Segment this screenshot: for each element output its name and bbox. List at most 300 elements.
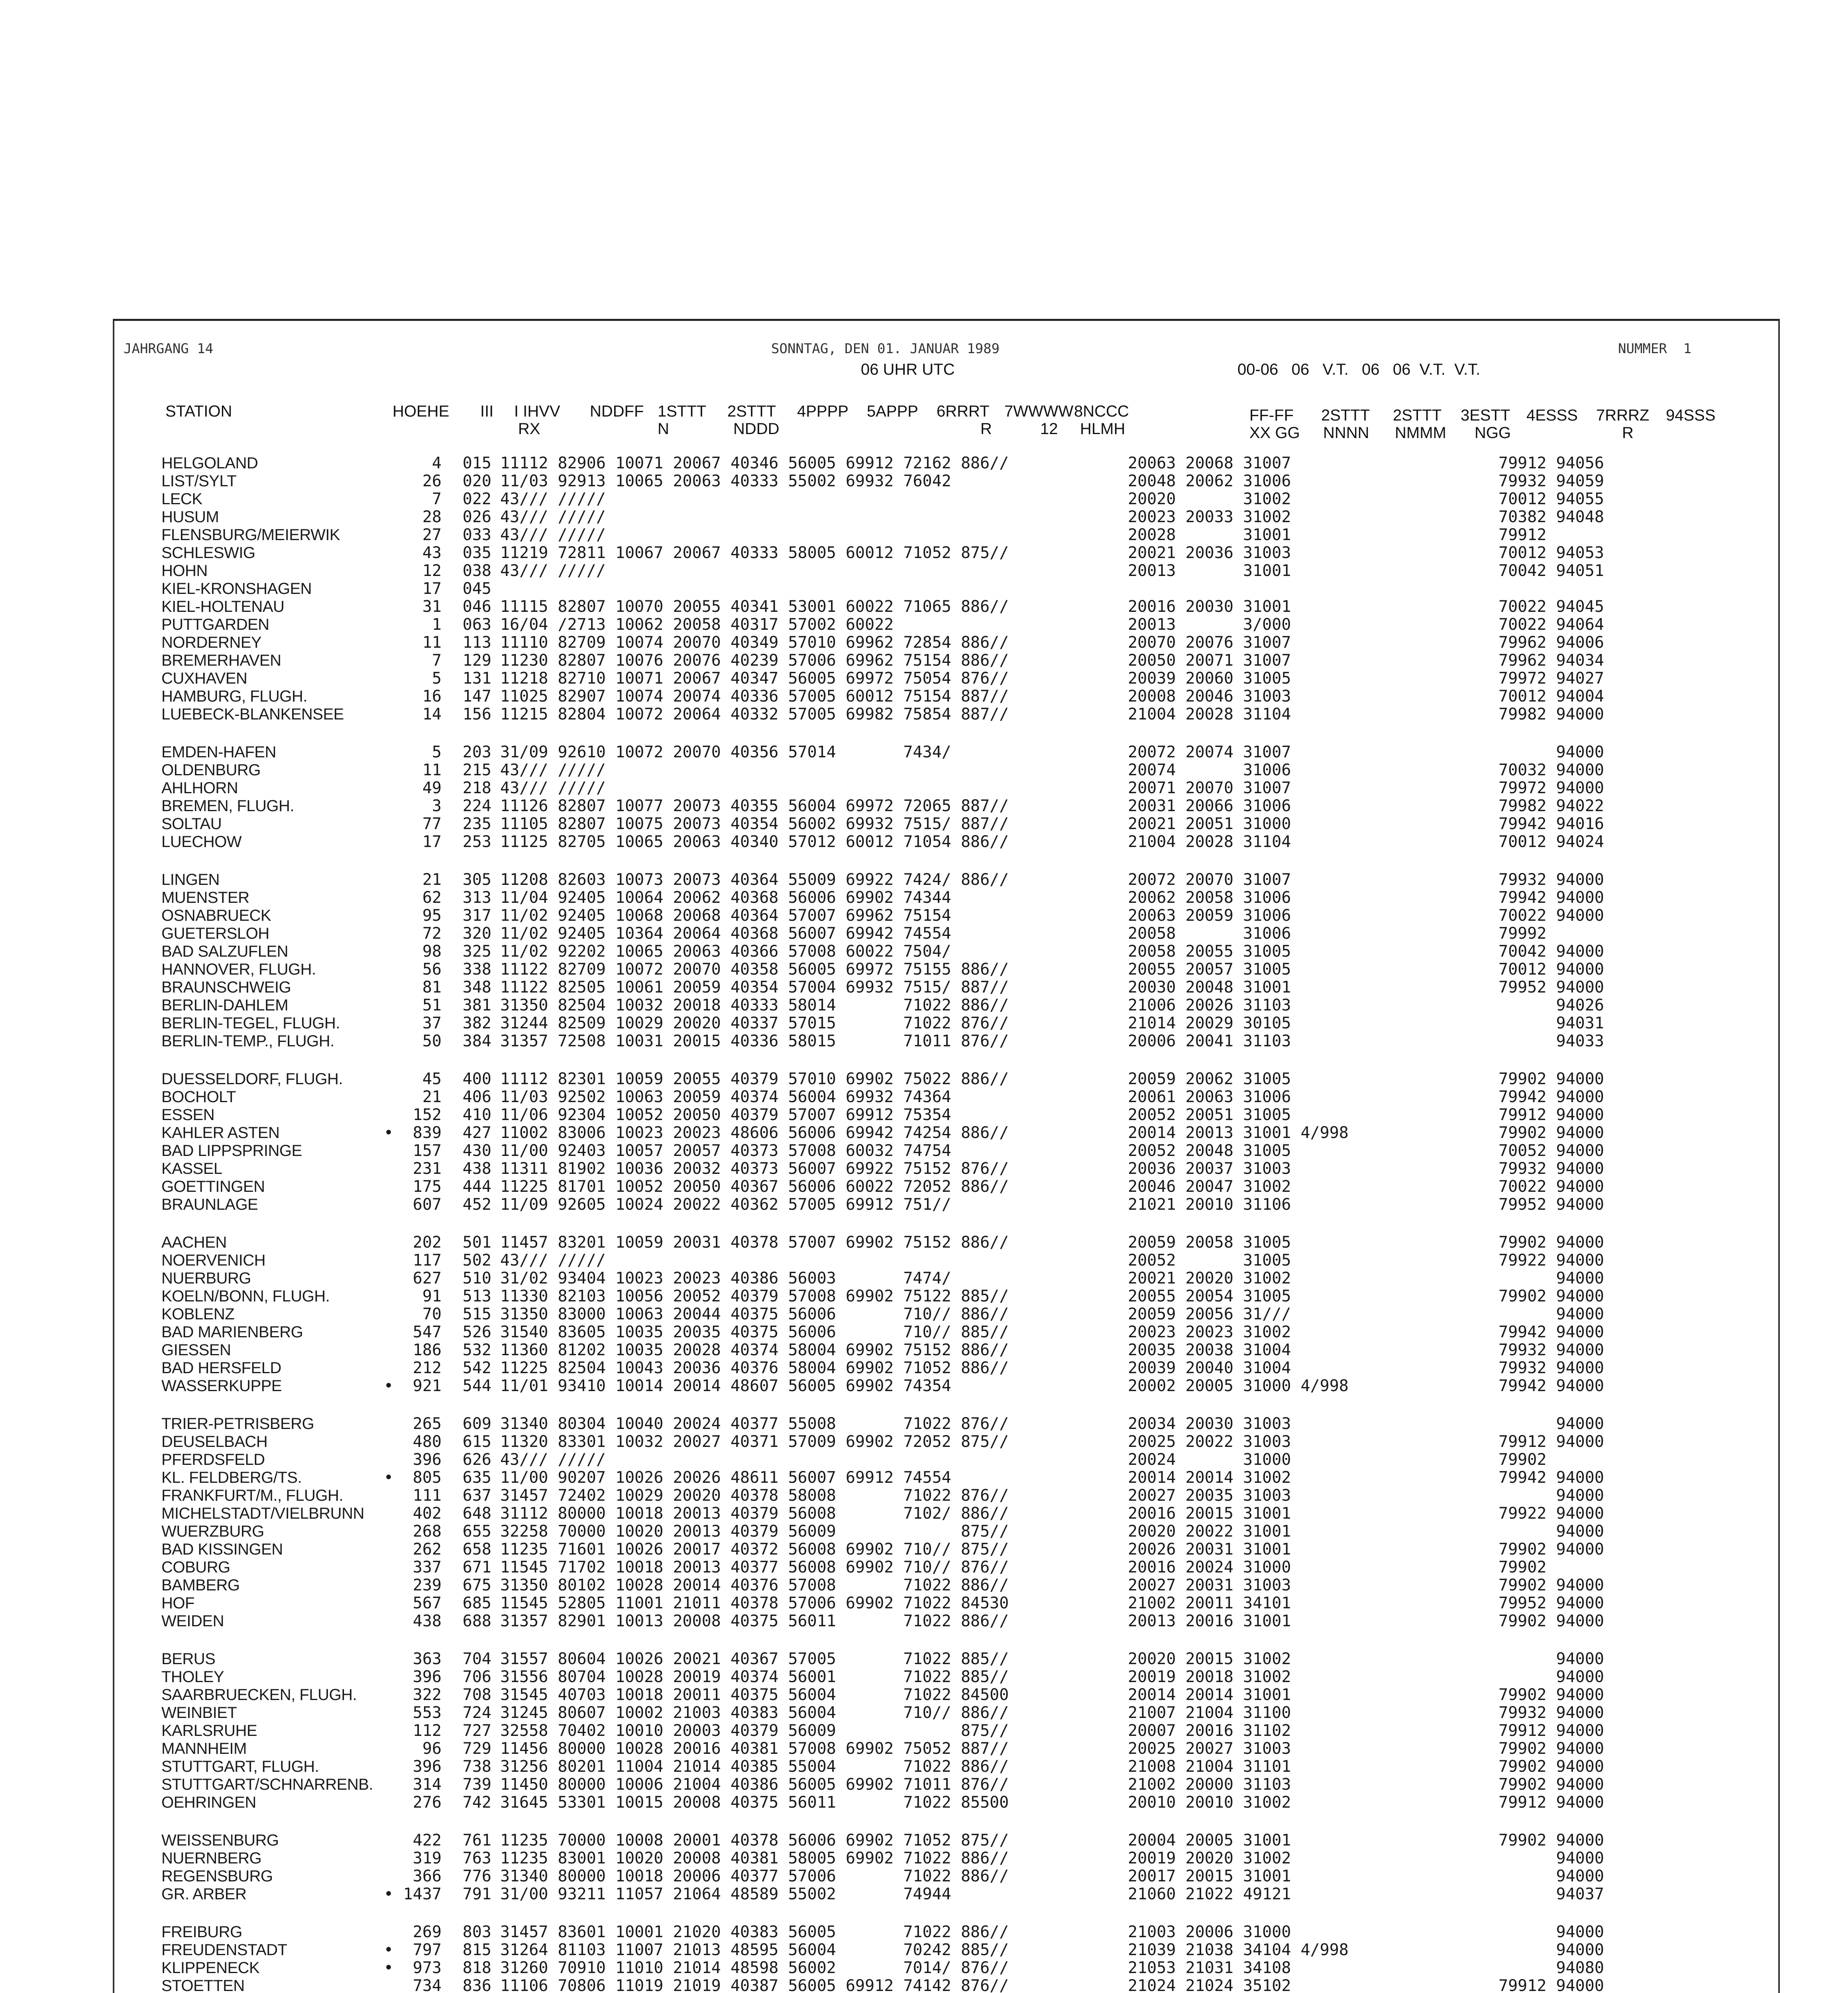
section3-groups: 20017 20015 31001 bbox=[1128, 1867, 1291, 1885]
iii-value: 320 bbox=[462, 925, 491, 943]
station-name: BERLIN-DAHLEM bbox=[161, 996, 289, 1014]
mountain-marker bbox=[377, 1142, 401, 1160]
hoehe-value: 627 bbox=[412, 1270, 442, 1287]
section3-groups: 20024 31000 bbox=[1128, 1451, 1291, 1469]
synop-groups: 43/// ///// bbox=[500, 526, 606, 544]
mountain-marker bbox=[377, 1287, 401, 1305]
section3-groups: 20023 20033 31002 bbox=[1128, 508, 1291, 526]
right-groups: 79952 94000 bbox=[1498, 1196, 1604, 1214]
right-groups: 70012 94004 bbox=[1498, 688, 1604, 706]
issue-number: NUMMER 1 bbox=[1618, 341, 1692, 357]
iii-value: 400 bbox=[462, 1070, 491, 1088]
right-groups: 79902 94000 bbox=[1498, 1740, 1604, 1758]
col-1sttt-sub: N bbox=[658, 420, 669, 438]
iii-value: 532 bbox=[462, 1341, 491, 1359]
right-groups: 94031 bbox=[1498, 1014, 1604, 1032]
station-name: MUENSTER bbox=[161, 889, 249, 906]
group-spacer-cell bbox=[161, 1630, 1775, 1650]
iii-value: 727 bbox=[462, 1722, 491, 1740]
iii-value: 724 bbox=[462, 1704, 491, 1722]
right-groups: 79972 94027 bbox=[1498, 670, 1604, 688]
table-row bbox=[161, 1941, 1775, 1959]
table-row bbox=[161, 1142, 1775, 1160]
col-5appp: 5APPP bbox=[867, 403, 918, 420]
iii-value: 738 bbox=[462, 1758, 491, 1776]
section3-groups: 20050 20071 31007 bbox=[1128, 652, 1291, 670]
mountain-marker bbox=[377, 544, 401, 562]
synop-groups: 31/02 93404 10023 20023 40386 56003 7474/ bbox=[500, 1270, 951, 1287]
synop-groups: 11105 82807 10075 20073 40354 56002 69932 7515/ 887// bbox=[500, 815, 1009, 833]
section3-groups: 20072 20074 31007 bbox=[1128, 743, 1291, 761]
synop-groups: 11450 80000 10006 21004 40386 56005 69902 71011 876// bbox=[500, 1776, 1009, 1794]
hoehe-value: 269 bbox=[412, 1923, 442, 1941]
synop-groups: 11025 82907 10074 20074 40336 57005 60012 75154 887// bbox=[500, 688, 1009, 706]
table-row bbox=[161, 1032, 1775, 1050]
right-groups: 70032 94000 bbox=[1498, 761, 1604, 779]
station-name: GOETTINGEN bbox=[161, 1178, 265, 1195]
mountain-marker bbox=[377, 996, 401, 1014]
iii-value: 444 bbox=[462, 1178, 491, 1196]
station-name: SCHLESWIG bbox=[161, 544, 255, 562]
mountain-marker bbox=[377, 562, 401, 580]
station-name: STOETTEN bbox=[161, 1977, 245, 1993]
iii-value: 729 bbox=[462, 1740, 491, 1758]
station-name: WEINBIET bbox=[161, 1704, 237, 1722]
right-groups: 79902 94000 bbox=[1498, 1234, 1604, 1252]
mountain-marker bbox=[377, 1576, 401, 1594]
station-name: PUTTGARDEN bbox=[161, 616, 269, 633]
group-spacer-cell bbox=[161, 1812, 1775, 1832]
station-name: SOLTAU bbox=[161, 815, 222, 833]
station-name: BAD KISSINGEN bbox=[161, 1541, 283, 1558]
right-groups: 94000 bbox=[1498, 1941, 1604, 1959]
table-row bbox=[161, 1160, 1775, 1178]
iii-value: 648 bbox=[462, 1505, 491, 1523]
hoehe-value: 26 bbox=[422, 472, 442, 490]
iii-value: 427 bbox=[462, 1124, 491, 1142]
mountain-marker bbox=[377, 1668, 401, 1686]
station-name: HUSUM bbox=[161, 508, 219, 526]
right-groups: 79942 94000 bbox=[1498, 1469, 1604, 1487]
iii-value: 325 bbox=[462, 943, 491, 961]
right-groups: 79972 94000 bbox=[1498, 779, 1604, 797]
table-row bbox=[161, 1776, 1775, 1794]
mountain-marker bbox=[377, 1612, 401, 1630]
iii-value: 671 bbox=[462, 1559, 491, 1576]
iii-value: 317 bbox=[462, 907, 491, 925]
station-name: LECK bbox=[161, 490, 202, 508]
hoehe-value: 11 bbox=[422, 761, 442, 779]
station-name: LUECHOW bbox=[161, 833, 242, 851]
table-row bbox=[161, 1196, 1775, 1214]
station-name: PFERDSFELD bbox=[161, 1451, 265, 1468]
station-name: BAMBERG bbox=[161, 1576, 240, 1594]
mountain-marker bbox=[377, 1451, 401, 1469]
iii-value: 776 bbox=[462, 1867, 491, 1885]
hoehe-value: 553 bbox=[412, 1704, 442, 1722]
right-groups: 79932 94000 bbox=[1498, 1359, 1604, 1377]
hoehe-value: 973 bbox=[412, 1959, 442, 1977]
station-name: OSNABRUECK bbox=[161, 907, 271, 924]
right-groups: 70022 94000 bbox=[1498, 907, 1604, 925]
station-name: FRANKFURT/M., FLUGH. bbox=[161, 1487, 343, 1504]
hoehe-value: 202 bbox=[412, 1234, 442, 1252]
iii-value: 542 bbox=[462, 1359, 491, 1377]
station-name: STUTTGART/SCHNARRENB. bbox=[161, 1776, 373, 1793]
right-groups: 79902 94000 bbox=[1498, 1612, 1604, 1630]
table-row bbox=[161, 779, 1775, 797]
right-groups: 79902 94000 bbox=[1498, 1576, 1604, 1594]
section3-groups: 20059 20058 31005 bbox=[1128, 1234, 1291, 1252]
synop-groups: 43/// ///// bbox=[500, 508, 606, 526]
synop-groups: 11110 82709 10074 20070 40349 57010 69962 72854 886// bbox=[500, 634, 1009, 652]
table-row bbox=[161, 1612, 1775, 1630]
table-row bbox=[161, 1650, 1775, 1668]
iii-value: 033 bbox=[462, 526, 491, 544]
iii-value: 253 bbox=[462, 833, 491, 851]
mountain-marker bbox=[377, 1270, 401, 1287]
station-name: KAHLER ASTEN bbox=[161, 1124, 280, 1142]
right-groups: 79932 94000 bbox=[1498, 871, 1604, 889]
right-groups: 79912 94000 bbox=[1498, 1722, 1604, 1740]
station-name: FLENSBURG/MEIERWIK bbox=[161, 526, 340, 544]
hoehe-value: 567 bbox=[412, 1594, 442, 1612]
section3-groups: 21014 20029 30105 bbox=[1128, 1014, 1291, 1032]
hoehe-value: 12 bbox=[422, 562, 442, 580]
table-row bbox=[161, 1704, 1775, 1722]
table-row bbox=[161, 1541, 1775, 1559]
station-name: FREIBURG bbox=[161, 1923, 242, 1941]
iii-value: 609 bbox=[462, 1415, 491, 1433]
table-row bbox=[161, 652, 1775, 670]
col-8nccc: 8NCCC bbox=[1074, 403, 1129, 420]
hoehe-value: 11 bbox=[422, 634, 442, 652]
right-groups: 70052 94000 bbox=[1498, 1142, 1604, 1160]
synop-groups: 31645 53301 10015 20008 40375 56011 71022 85500 bbox=[500, 1794, 1009, 1812]
table-row bbox=[161, 1359, 1775, 1377]
mountain-marker bbox=[377, 743, 401, 761]
synop-groups: 11/00 92403 10057 20057 40373 57008 60032 74754 bbox=[500, 1142, 951, 1160]
iii-value: 761 bbox=[462, 1832, 491, 1850]
section3-groups: 21008 21004 31101 bbox=[1128, 1758, 1291, 1776]
hoehe-value: 402 bbox=[412, 1505, 442, 1523]
section3-groups: 20034 20030 31003 bbox=[1128, 1415, 1291, 1433]
hoehe-value: 322 bbox=[412, 1686, 442, 1704]
synop-groups: 31112 80000 10018 20013 40379 56008 7102/ 886// bbox=[500, 1505, 1009, 1523]
section3-groups: 21053 21031 34108 bbox=[1128, 1959, 1291, 1977]
iii-value: 218 bbox=[462, 779, 491, 797]
section3-groups: 20048 20062 31006 bbox=[1128, 472, 1291, 490]
iii-value: 430 bbox=[462, 1142, 491, 1160]
station-name: BAD MARIENBERG bbox=[161, 1323, 303, 1341]
mountain-marker bbox=[377, 1014, 401, 1032]
right-groups: 79902 94000 bbox=[1498, 1070, 1604, 1088]
iii-value: 215 bbox=[462, 761, 491, 779]
table-row bbox=[161, 1341, 1775, 1359]
table-row bbox=[161, 1594, 1775, 1612]
table-row bbox=[161, 562, 1775, 580]
hoehe-value: 21 bbox=[422, 871, 442, 889]
synop-groups: 11122 82709 10072 20070 40358 56005 69972 75155 886// bbox=[500, 961, 1009, 979]
right-groups: 94080 bbox=[1498, 1959, 1604, 1977]
right-groups: 79932 94059 bbox=[1498, 472, 1604, 490]
right-groups: 70012 94055 bbox=[1498, 490, 1604, 508]
right-groups: 79902 bbox=[1498, 1559, 1547, 1576]
synop-groups: 11122 82505 10061 20059 40354 57004 69932 7515/ 887// bbox=[500, 979, 1009, 996]
time-label-right: 00-06 06 V.T. 06 06 V.T. V.T. bbox=[1237, 361, 1481, 378]
col-hoehe: HOEHE bbox=[393, 403, 450, 420]
table-row bbox=[161, 544, 1775, 562]
synop-groups: 31357 82901 10013 20008 40375 56011 71022 886// bbox=[500, 1612, 1009, 1630]
iii-value: 129 bbox=[462, 652, 491, 670]
mountain-marker bbox=[377, 1234, 401, 1252]
synop-groups: 11002 83006 10023 20023 48606 56006 69942 74254 886// bbox=[500, 1124, 1009, 1142]
mountain-marker bbox=[377, 779, 401, 797]
col-ff-sub: XX GG bbox=[1249, 424, 1300, 442]
right-groups: 94000 bbox=[1498, 1523, 1604, 1541]
table-row bbox=[161, 833, 1775, 851]
hoehe-value: 98 bbox=[422, 943, 442, 961]
table-row bbox=[161, 943, 1775, 961]
synop-groups: 11/01 93410 10014 20014 48607 56005 69902 74354 bbox=[500, 1377, 951, 1395]
hoehe-value: 212 bbox=[412, 1359, 442, 1377]
group-spacer bbox=[161, 723, 1775, 743]
iii-value: 224 bbox=[462, 797, 491, 815]
mountain-marker bbox=[377, 1088, 401, 1106]
hoehe-value: 314 bbox=[412, 1776, 442, 1794]
iii-value: 452 bbox=[462, 1196, 491, 1214]
station-name: HELGOLAND bbox=[161, 454, 258, 472]
synop-groups: 11/02 92405 10068 20068 40364 57007 69962 75154 bbox=[500, 907, 951, 925]
right-groups: 79942 94016 bbox=[1498, 815, 1604, 833]
section3-groups: 20058 20055 31005 bbox=[1128, 943, 1291, 961]
table-row bbox=[161, 1794, 1775, 1812]
hoehe-value: 438 bbox=[412, 1612, 442, 1630]
section3-groups: 20026 20031 31001 bbox=[1128, 1541, 1291, 1559]
table-row bbox=[161, 815, 1775, 833]
iii-value: 803 bbox=[462, 1923, 491, 1941]
mountain-marker bbox=[377, 1106, 401, 1124]
hoehe-value: 81 bbox=[422, 979, 442, 996]
hoehe-value: 396 bbox=[412, 1451, 442, 1469]
section3-groups: 20036 20037 31003 bbox=[1128, 1160, 1291, 1178]
section3-groups: 21004 20028 31104 bbox=[1128, 706, 1291, 723]
col-iii: III bbox=[480, 403, 494, 420]
hoehe-value: 95 bbox=[422, 907, 442, 925]
right-groups: 79902 bbox=[1498, 1451, 1547, 1469]
iii-value: 131 bbox=[462, 670, 491, 688]
right-groups: 79902 94000 bbox=[1498, 1686, 1604, 1704]
table-row bbox=[161, 1850, 1775, 1867]
col-r-2sttt-a-sub: NNNN bbox=[1323, 424, 1369, 442]
table-row bbox=[161, 508, 1775, 526]
mountain-marker bbox=[377, 1505, 401, 1523]
table-row bbox=[161, 761, 1775, 779]
synop-groups: 31245 80607 10002 21003 40383 56004 710// 886// bbox=[500, 1704, 1009, 1722]
mountain-marker: • bbox=[383, 1885, 394, 1903]
section3-groups: 20020 20022 31001 bbox=[1128, 1523, 1291, 1541]
mountain-marker bbox=[377, 1594, 401, 1612]
station-name: GR. ARBER bbox=[161, 1885, 247, 1903]
section3-groups: 20025 20027 31003 bbox=[1128, 1740, 1291, 1758]
mountain-marker bbox=[377, 634, 401, 652]
mountain-marker bbox=[377, 871, 401, 889]
synop-groups: 31244 82509 10029 20020 40337 57015 71022 876// bbox=[500, 1014, 1009, 1032]
hoehe-value: 396 bbox=[412, 1758, 442, 1776]
right-groups: 70012 94024 bbox=[1498, 833, 1604, 851]
mountain-marker bbox=[377, 526, 401, 544]
mountain-marker bbox=[377, 1160, 401, 1178]
synop-groups: 43/// ///// bbox=[500, 490, 606, 508]
mountain-marker: • bbox=[383, 1377, 394, 1395]
section3-groups: 21024 21024 35102 bbox=[1128, 1977, 1291, 1993]
right-groups: 79912 94000 bbox=[1498, 1433, 1604, 1451]
col-6rrrt: 6RRRT bbox=[937, 403, 990, 420]
station-name: HOF bbox=[161, 1594, 194, 1612]
right-groups: 94000 bbox=[1498, 1650, 1604, 1668]
right-groups: 79982 94000 bbox=[1498, 706, 1604, 723]
table-row bbox=[161, 490, 1775, 508]
table-row bbox=[161, 1469, 1775, 1487]
table-row bbox=[161, 1070, 1775, 1088]
group-spacer bbox=[161, 1903, 1775, 1923]
table-row bbox=[161, 616, 1775, 634]
synop-groups: 31545 40703 10018 20011 40375 56004 71022 84500 bbox=[500, 1686, 1009, 1704]
mountain-marker bbox=[377, 1850, 401, 1867]
station-name: KL. FELDBERG/TS. bbox=[161, 1469, 302, 1486]
right-groups: 79902 94000 bbox=[1498, 1758, 1604, 1776]
station-name: THOLEY bbox=[161, 1668, 224, 1686]
synop-groups: 11106 70806 11019 21019 40387 56005 69912 74142 876// bbox=[500, 1977, 1009, 1993]
hoehe-value: 1 bbox=[432, 616, 442, 634]
hoehe-value: 70 bbox=[422, 1305, 442, 1323]
section3-groups: 20016 20030 31001 bbox=[1128, 598, 1291, 616]
table-row bbox=[161, 1740, 1775, 1758]
table-row bbox=[161, 1178, 1775, 1196]
synop-groups: 11215 82804 10072 20064 40332 57005 69982 75854 887// bbox=[500, 706, 1009, 723]
hoehe-value: 239 bbox=[412, 1576, 442, 1594]
section3-groups: 20007 20016 31102 bbox=[1128, 1722, 1291, 1740]
mountain-marker bbox=[377, 1776, 401, 1794]
synop-groups: 31556 80704 10028 20019 40374 56001 71022 885// bbox=[500, 1668, 1009, 1686]
right-groups: 79992 bbox=[1498, 925, 1547, 943]
iii-value: 045 bbox=[462, 580, 491, 598]
mountain-marker bbox=[377, 961, 401, 979]
mountain-marker bbox=[377, 1433, 401, 1451]
iii-value: 046 bbox=[462, 598, 491, 616]
station-name: DUESSELDORF, FLUGH. bbox=[161, 1070, 343, 1088]
table-row bbox=[161, 1576, 1775, 1594]
synop-groups: 11115 82807 10070 20055 40341 53001 60022 71065 886// bbox=[500, 598, 1009, 616]
hoehe-value: 28 bbox=[422, 508, 442, 526]
right-groups: 94033 bbox=[1498, 1032, 1604, 1050]
right-groups: 79952 94000 bbox=[1498, 1594, 1604, 1612]
col-r-4esss: 4ESSS bbox=[1526, 407, 1578, 424]
right-groups: 94000 bbox=[1498, 1850, 1604, 1867]
table-row bbox=[161, 889, 1775, 907]
synop-groups: 11235 70000 10008 20001 40378 56006 69902 71052 875// bbox=[500, 1832, 1009, 1850]
section3-groups: 20058 31006 bbox=[1128, 925, 1291, 943]
station-name: NUERBURG bbox=[161, 1270, 251, 1287]
station-name: OLDENBURG bbox=[161, 761, 261, 779]
hoehe-value: 5 bbox=[432, 670, 442, 688]
station-name: BOCHOLT bbox=[161, 1088, 236, 1106]
synop-groups: 11320 83301 10032 20027 40371 57009 69902 72052 875// bbox=[500, 1433, 1009, 1451]
station-name: STUTTGART, FLUGH. bbox=[161, 1758, 319, 1775]
synop-groups: 31260 70910 11010 21014 48598 56002 7014/ 876// bbox=[500, 1959, 1009, 1977]
synop-groups: 11457 83201 10059 20031 40378 57007 69902 75152 886// bbox=[500, 1234, 1009, 1252]
station-name: COBURG bbox=[161, 1559, 230, 1576]
mountain-marker bbox=[377, 580, 401, 598]
hoehe-value: 5 bbox=[432, 743, 442, 761]
section3-groups: 20028 31001 bbox=[1128, 526, 1291, 544]
group-spacer-cell bbox=[161, 851, 1775, 871]
table-row bbox=[161, 706, 1775, 723]
iii-value: 035 bbox=[462, 544, 491, 562]
right-groups: 94000 bbox=[1498, 1270, 1604, 1287]
mountain-marker bbox=[377, 907, 401, 925]
right-groups: 79902 94000 bbox=[1498, 1832, 1604, 1850]
mountain-marker bbox=[377, 1341, 401, 1359]
date-title: SONNTAG, DEN 01. JANUAR 1989 bbox=[771, 341, 1000, 357]
section3-groups: 20055 20054 31005 bbox=[1128, 1287, 1291, 1305]
right-groups: 79932 94000 bbox=[1498, 1341, 1604, 1359]
hoehe-value: 1437 bbox=[403, 1885, 442, 1903]
col-nddff: NDDFF bbox=[590, 403, 644, 420]
col-r-3estt-sub: NGG bbox=[1475, 424, 1511, 442]
section3-groups: 20061 20063 31006 bbox=[1128, 1088, 1291, 1106]
mountain-marker bbox=[377, 925, 401, 943]
right-groups: 79902 94000 bbox=[1498, 1776, 1604, 1794]
section3-groups: 21002 20000 31103 bbox=[1128, 1776, 1291, 1794]
synop-groups: 31264 81103 11007 21013 48595 56004 70242 885// bbox=[500, 1941, 1009, 1959]
right-groups: 79912 94000 bbox=[1498, 1794, 1604, 1812]
section3-groups: 20016 20015 31001 bbox=[1128, 1505, 1291, 1523]
section3-groups: 21060 21022 49121 bbox=[1128, 1885, 1291, 1903]
section3-groups: 20008 20046 31003 bbox=[1128, 688, 1291, 706]
right-groups: 79922 94000 bbox=[1498, 1505, 1604, 1523]
section3-groups: 20072 20070 31007 bbox=[1128, 871, 1291, 889]
table-row bbox=[161, 634, 1775, 652]
section3-groups: 20063 20068 31007 bbox=[1128, 454, 1291, 472]
iii-value: 348 bbox=[462, 979, 491, 996]
iii-value: 739 bbox=[462, 1776, 491, 1794]
station-name: KASSEL bbox=[161, 1160, 222, 1177]
synop-groups: 11545 71702 10018 20013 40377 56008 69902 710// 876// bbox=[500, 1559, 1009, 1576]
synop-groups: 31540 83605 10035 20035 40375 56006 710// 885// bbox=[500, 1323, 1009, 1341]
iii-value: 763 bbox=[462, 1850, 491, 1867]
section3-groups: 20059 20062 31005 bbox=[1128, 1070, 1291, 1088]
right-groups: 79942 94000 bbox=[1498, 1377, 1604, 1395]
synop-groups: 11360 81202 10035 20028 40374 58004 69902 75152 886// bbox=[500, 1341, 1009, 1359]
table-row bbox=[161, 1559, 1775, 1576]
section3-groups: 20020 20015 31002 bbox=[1128, 1650, 1291, 1668]
iii-value: 685 bbox=[462, 1594, 491, 1612]
col-ihvv: I IHVV bbox=[514, 403, 560, 420]
section3-groups: 20014 20014 31001 bbox=[1128, 1686, 1291, 1704]
section3-groups: 20013 3/000 bbox=[1128, 616, 1291, 634]
hoehe-value: 14 bbox=[422, 706, 442, 723]
section3-groups: 20055 20057 31005 bbox=[1128, 961, 1291, 979]
col-ihvv-sub: RX bbox=[518, 420, 540, 438]
station-name: GIESSEN bbox=[161, 1341, 231, 1359]
station-name: EMDEN-HAFEN bbox=[161, 743, 276, 761]
station-name: BREMERHAVEN bbox=[161, 652, 281, 669]
mountain-marker bbox=[377, 979, 401, 996]
hoehe-value: 839 bbox=[412, 1124, 442, 1142]
station-name: GUETERSLOH bbox=[161, 925, 269, 942]
hoehe-value: 17 bbox=[422, 580, 442, 598]
